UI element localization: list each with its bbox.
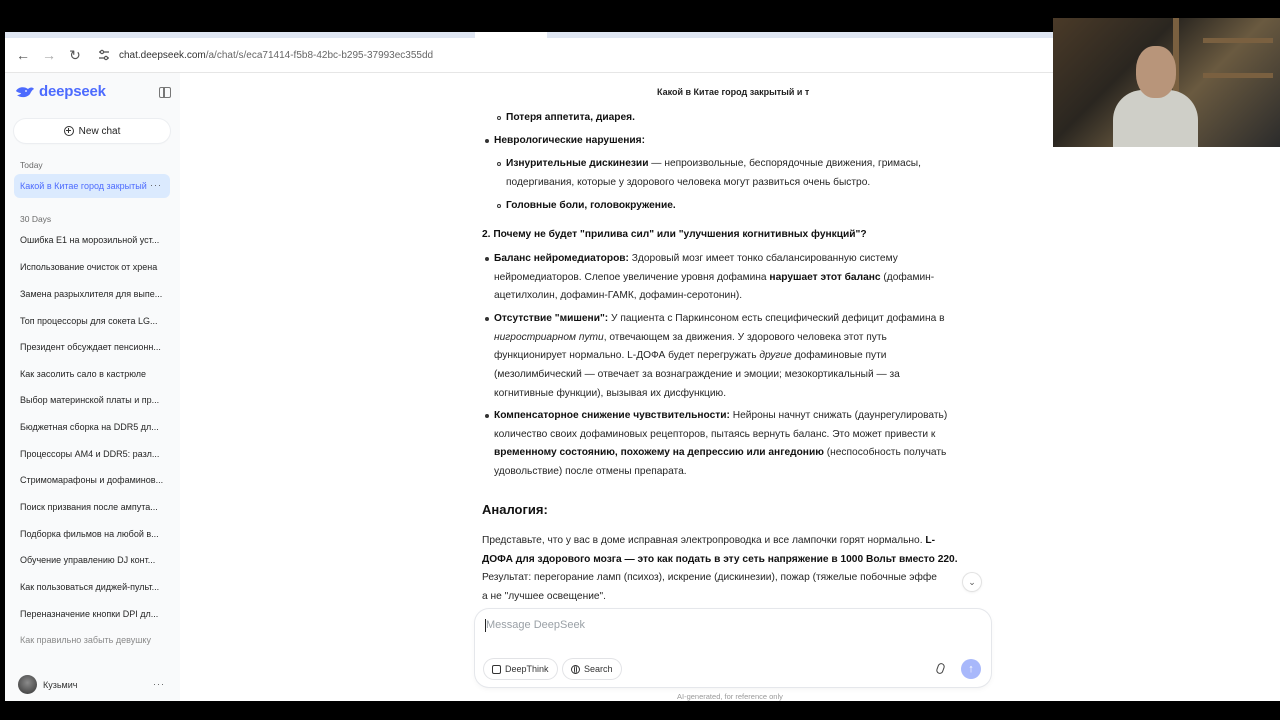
text: У пациента с Паркинсоном есть специфический дефицит дофамина в [608, 313, 945, 324]
text-bold: Изнурительные дискинезии [506, 158, 649, 169]
list-item [482, 155, 962, 192]
message-composer [475, 609, 991, 687]
deepthink-label: DeepThink [505, 664, 549, 674]
search-label: Search [584, 664, 613, 674]
text-italic: нигростриарном пути [494, 331, 604, 343]
globe-icon [571, 665, 580, 674]
chat-item[interactable]: Поиск призвания после ампута... [20, 502, 158, 512]
webcam-person-body [1113, 90, 1198, 147]
webcam-shelf [1203, 38, 1273, 43]
chat-item[interactable]: Обучение управлению DJ конт... [20, 555, 156, 565]
text-bold: Потеря аппетита, диарея. [506, 112, 635, 123]
chat-options-icon[interactable]: ··· [150, 180, 162, 190]
today-section-label: Today [20, 160, 43, 170]
section-heading [482, 226, 962, 245]
text: (неспособность получать удовольствие) после отмены препарата. [494, 447, 947, 478]
chat-item[interactable]: Процессоры AM4 и DDR5: разл... [20, 449, 160, 459]
text: , отвечающем за движения. У здорового человека этот путь функционирует нормально. L-ДОФА будет перегружать [494, 331, 887, 362]
deepseek-logo[interactable] [15, 83, 106, 100]
text-bold: Неврологические нарушения: [494, 135, 645, 146]
list-item [482, 197, 986, 216]
back-arrow-icon[interactable]: ← [16, 47, 30, 63]
screen-bottom-border [0, 701, 1280, 720]
user-profile[interactable] [18, 675, 77, 694]
list-item [482, 109, 986, 128]
webcam-person-head [1136, 46, 1176, 98]
heading-text: 2. Почему не будет "прилива сил" или "улучшения когнитивных функций"? [482, 229, 867, 240]
bullet-icon [497, 162, 501, 166]
chat-item[interactable]: Стримомарафоны и дофаминов... [20, 475, 164, 485]
list-item [482, 310, 962, 404]
deepthink-button[interactable] [484, 659, 557, 679]
bullet-icon [485, 317, 489, 321]
deepseek-app [5, 73, 1280, 701]
deepthink-icon [492, 665, 501, 674]
text-bold: Отсутствие "мишени": [494, 313, 609, 324]
text: Здоровый мозг имеет тонко сбалансированную систему нейромедиаторов. Слепое увеличение уровня дофамина [494, 253, 898, 283]
arrow-up-icon: ↑ [968, 663, 974, 675]
attach-paperclip-icon[interactable] [935, 662, 945, 675]
text-italic: другие [759, 350, 792, 362]
message-input[interactable]: Message DeepSeek [486, 619, 586, 631]
text: Нейроны начнут снижать (даунрегулировать) количество своих дофаминовых рецепторов, пытаясь вернуть баланс. Это может привести к [494, 410, 948, 440]
text-bold: Баланс нейромедиаторов: [494, 253, 629, 264]
list-item [482, 407, 962, 482]
user-options-icon[interactable]: ··· [153, 679, 165, 689]
list-item [482, 250, 962, 306]
text-bold: Головные боли, головокружение. [506, 200, 676, 211]
url-host: chat.deepseek.com [119, 49, 206, 61]
text: а не "лучшее освещение". [482, 591, 607, 602]
chat-item[interactable]: Замена разрыхлителя для выпе... [20, 289, 163, 299]
list-item [482, 132, 974, 151]
ai-disclaimer: AI-generated, for reference only [677, 692, 783, 701]
chat-item[interactable]: Использование очисток от хрена [20, 262, 158, 272]
conversation-title: Какой в Китае город закрытый и т [657, 87, 810, 97]
sidebar-collapse-icon[interactable] [159, 87, 171, 98]
chat-item[interactable]: Бюджетная сборка на DDR5 дл... [20, 422, 159, 432]
chat-item-title: Какой в Китае город закрытый [20, 181, 147, 191]
webcam-shelf [1203, 73, 1273, 78]
url-path: /a/chat/s/eca71414-f5b8-42bc-b295-37993ec355dd [205, 49, 434, 61]
whale-icon [15, 85, 35, 99]
webcam-overlay [1053, 18, 1280, 147]
bullet-icon [497, 116, 501, 120]
plus-circle-icon [64, 126, 74, 136]
bullet-icon [485, 257, 489, 261]
bullet-icon [497, 204, 501, 208]
chat-item[interactable]: Ошибка E1 на морозильной уст... [20, 235, 160, 245]
30-days-section-label: 30 Days [20, 214, 52, 224]
chat-item[interactable]: Как правильно забыть девушку [20, 635, 151, 645]
forward-arrow-icon[interactable]: → [42, 47, 56, 63]
chat-main [180, 73, 1280, 701]
chat-item[interactable]: Как засолить сало в кастрюле [20, 369, 147, 379]
text-bold: нарушает этот баланс [769, 271, 881, 283]
chat-item[interactable]: Президент обсуждает пенсионн... [20, 342, 161, 352]
url-field[interactable] [119, 50, 433, 61]
text: Результат: перегорание ламп (психоз), искрение (дискинезии), пожар (тяжелые побочные эффе [482, 572, 937, 584]
send-button[interactable] [961, 659, 981, 679]
logo-text: deepseek [39, 83, 106, 100]
browser-address-bar [5, 38, 1053, 73]
chat-item[interactable]: Переназначение кнопки DPI дл... [20, 609, 159, 619]
search-button[interactable] [563, 659, 621, 679]
reload-icon[interactable]: ↻ [69, 46, 81, 63]
chat-item[interactable]: Выбор материнской платы и пр... [20, 395, 160, 405]
site-settings-icon[interactable] [97, 48, 111, 62]
paragraph [482, 532, 962, 602]
text: дофаминовые пути (мезолимбический — отвечает за вознаграждение и эмоции; мезокортикальный — за когнитивные функции), вызывая их дисфункцию. [494, 350, 900, 399]
new-chat-button[interactable] [14, 119, 170, 143]
chat-item[interactable]: Топ процессоры для сокета LG... [20, 316, 158, 326]
bullet-icon [485, 139, 489, 143]
text-bold: L-ДОФА для здорового мозга — это как подать в эту сеть напряжение в 1000 Вольт вместо 220. [482, 535, 958, 565]
sidebar [5, 73, 180, 701]
text: Представьте, что у вас в доме исправная электропроводка и все лампочки горят нормально. [482, 535, 926, 546]
text-bold: Компенсаторное снижение чувствительности: [494, 410, 730, 421]
analogy-heading: Аналогия: [482, 502, 548, 517]
chat-item[interactable]: Подборка фильмов на любой в... [20, 529, 159, 539]
new-chat-label: New chat [78, 125, 121, 137]
bullet-icon [485, 414, 489, 418]
avatar [18, 675, 37, 694]
text-bold: временному состоянию, похожему на депрессию или ангедонию [494, 447, 824, 459]
text: (дофамин-ацетилхолин, дофамин-ГАМК, дофамин-серотонин). [494, 271, 935, 302]
scroll-down-chevron-icon[interactable]: ⌄ [963, 573, 981, 591]
user-name: Кузьмич [43, 679, 78, 690]
chat-item-active[interactable] [14, 174, 170, 198]
chat-item[interactable]: Как пользоваться диджей-пульт... [20, 582, 160, 592]
text: — непроизвольные, беспорядочные движения, гримасы, подергивания, которые у здорового человека могут развиться очень быстро. [506, 158, 921, 188]
